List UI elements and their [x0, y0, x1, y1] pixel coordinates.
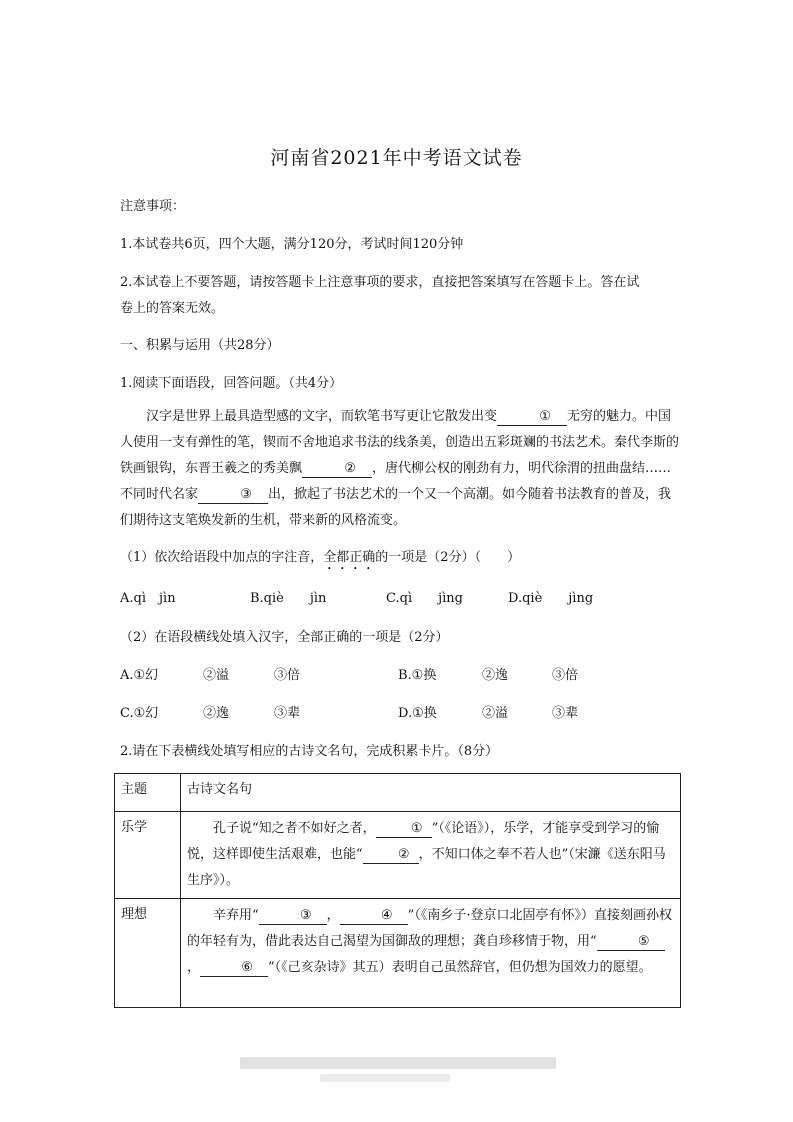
passage-blank-2: ②: [302, 461, 372, 478]
question-2-stem: 2.请在下表横线处填写相应的古诗文名句，完成积累卡片。（8分）: [120, 744, 499, 759]
subquestion-2: （2）在语段横线处填入汉字，全部正确的一项是（2分）: [120, 630, 449, 645]
option-2d-2: ②溢: [482, 706, 509, 721]
option-1d: D.qiè jìng: [508, 591, 594, 606]
table-row: [115, 812, 681, 899]
reading-passage: [120, 404, 680, 534]
row2-text-1: 辛弃用“: [213, 908, 259, 923]
row1-blank-2: ②: [363, 847, 419, 864]
subquestion-1-emphasis: 全都正确: [323, 550, 376, 565]
header-theme: 主题: [115, 774, 181, 812]
row2-text-2: ”（《南乡子·登京口北固亭有怀》）直接刻画孙权的年轻有为，借此表达自己渴望为国御敌的理想；龚自珍移情于物，用“: [187, 908, 672, 949]
row1-blank-1: ①: [376, 821, 432, 838]
option-2d-3: ③辈: [552, 706, 579, 721]
option-2d-1: D.①换: [398, 706, 437, 721]
row2-blank-3: ③: [259, 908, 327, 925]
notice-item-2-line-2: 卷上的答案无效。: [120, 301, 225, 316]
row2-blank-5: ⑤: [597, 934, 665, 951]
page-title: 河南省2021年中考语文试卷: [270, 147, 523, 169]
passage-text-1: 汉字是世界上最具造型感的文字，而软笔书写更让它散发出变: [146, 409, 498, 424]
question-1-stem: 1.阅读下面语段，回答问题。（共4分）: [120, 376, 343, 391]
subquestion-1-suffix: 的一项是（2分）（ ）: [375, 550, 521, 565]
passage-text-4: 出，掀起了书法艺术的一个又一个高潮。如今随着书法教育的普及，我们期待这支笔焕发新的生机，带来新的风格流变。: [120, 487, 672, 528]
row-content-lixiang: [181, 899, 681, 1008]
row1-text-2: ”（《论语》），乐学，才能享受到学习的愉悦，这样即使生活艰难，也能“: [187, 821, 660, 862]
header-quotes: 古诗文名句: [181, 774, 681, 812]
table-header-row: [115, 774, 681, 812]
subquestion-1: [120, 546, 520, 573]
blurred-footer-watermark-sub: [320, 1074, 450, 1082]
passage-text-3: ，唐代柳公权的刚劲有力，明代徐渭的扭曲盘结……不同时代名家: [120, 461, 672, 502]
section-heading: 一、积累与运用（共28分）: [120, 338, 280, 353]
blurred-footer-watermark: [240, 1057, 556, 1069]
row2-text-3: ”（《己亥杂诗》其五）表明自己虽然辞官，但仍想为国效力的愿望。: [268, 960, 652, 975]
option-1c: C.qì jìng: [386, 591, 463, 606]
passage-blank-1: ①: [497, 409, 567, 426]
notice-item-2-line-1: 2.本试卷上不要答题，请按答题卡上注意事项的要求，直接把答案填写在答题卡上。答在试: [120, 275, 640, 290]
notice-item-1: 1.本试卷共6页，四个大题，满分120分，考试时间120分钟: [120, 237, 464, 252]
row2-blank-4: ④: [340, 908, 408, 925]
poem-card-table: [114, 773, 681, 1008]
option-2b-1: B.①换: [398, 668, 437, 683]
row2-separator-1: ，: [326, 908, 340, 923]
passage-text-2: 无穷的魅力。中国人使用一支有弹性的笔，锲而不舍地追求书法的线条美，创造出五彩斑斓的书法艺术。秦代李斯的铁画银钩，东晋王羲之的秀美飘: [120, 409, 680, 476]
option-2a-1: A.①幻: [120, 668, 159, 683]
row1-text-1: 孔子说“知之者不如好之者，: [213, 821, 376, 836]
option-2b-3: ③倍: [552, 668, 579, 683]
row2-separator-2: ，: [187, 960, 201, 975]
subquestion-1-prefix: （1）依次给语段中加点的字注音，: [120, 550, 324, 565]
row-theme-lixiang: 理想: [115, 899, 181, 1008]
row2-blank-6: ⑥: [200, 960, 268, 977]
row-content-lexue: [181, 812, 681, 899]
option-2c-3: ③辈: [274, 706, 301, 721]
notice-heading: 注意事项：: [120, 199, 186, 214]
option-1a: A.qì jìn: [120, 591, 176, 606]
option-2c-1: C.①幻: [120, 706, 159, 721]
passage-blank-3: ③: [198, 487, 268, 504]
row-theme-lexue: 乐学: [115, 812, 181, 899]
table-row: [115, 899, 681, 1008]
option-2b-2: ②逸: [482, 668, 509, 683]
option-2c-2: ②逸: [203, 706, 230, 721]
option-1b: B.qiè jìn: [250, 591, 327, 606]
option-2a-2: ②溢: [203, 668, 230, 683]
row1-text-3: ，不知口体之奉不若人也”（宋濂《送东阳马生序》）。: [187, 847, 666, 888]
option-2a-3: ③倍: [274, 668, 301, 683]
